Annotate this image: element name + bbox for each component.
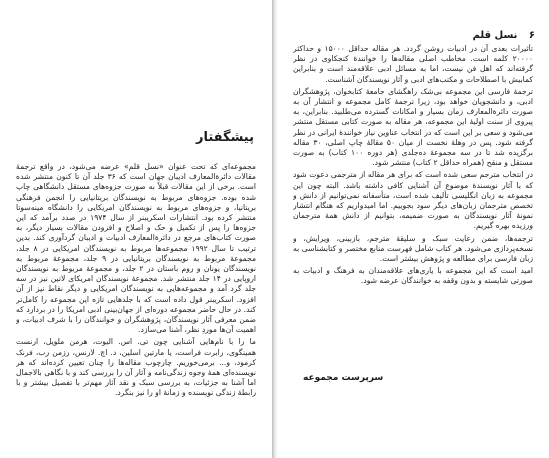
left-paragraph: مجموعه‌ای که تحت عنوان «نسل قلم» عرضه می‌شود، در واقع ترجمهٔ مقالات دائرةالمعارف ادیبان جهان است که ۳۶ جلد آن تا کنون منتشر شده است. برخی از این مقالات قبلاً به صورت جزوه‌های مستقل دانشگاهی چاپ شده بوده. جزوه‌های مربوط به نویسندگان بریتانیایی را انجمن فرهنگی بریتانیا، و جزوه‌های مربوط به نویسندگان امریکایی را دانشگاه مینه‌سوتا منتشر کرده بود. انتشارات اسکریبنر از سال ۱۹۷۴ در صدد برآمد که این جزوه‌ها را پس از تکمیل و حک و اصلاح و افزودن مقالات بسیار دیگر، به صورت کتاب‌های مرجع در دائرةالمعارف ادبیات و ادیبان گردآوری کند. بدین ترتیب تا سال ۱۹۹۲ مجموعه‌ها مربوط به نویسندگان امریکایی در ۸ جلد، مجموعهٔ مربوط به نویسندگان بریتانیایی در ۹ جلد، مجموعهٔ مربوط به نویسندگان یونان و روم باستان در ۲ جلد، و مجموعهٔ مربوط به نویسندگان اروپایی در ۱۴ جلد منتشر شد. مجموعهٔ نویسندگان امریکای لاتین نیز در سه جلد گرد آمد و مجموعه‌هایی به نویسندگان امریکایی و دیگر نقاط نیز از آن افزود. اسکریبنر قول داده است که با جلدهایی تازه این مجموعه را کامل‌تر کند. در حال حاضر مجموعه دوره‌ای از جهان‌بینی ادبی امریکا را در بردارد که ضمن معرفی آثار نویسندگان، پژوهشگران و خوانندگان را با شرف ادبیات، و اهمیت آن‌ها موردِ نظر، آشنا می‌سازد.: [16, 162, 256, 335]
left-page-body: [16, 162, 256, 452]
right-page: [277, 0, 549, 458]
series-editor-signature: سرپرست مجموعه: [303, 373, 384, 383]
right-paragraph: ترجمهٔ فارسی این مجموعه بی‌شک راهگشای جامعهٔ کتابخوان، پژوهشگران ادبی، و دانشجویان خواهد بود، زیرا ترجمهٔ کامل مجموعه و انتشار آن به صورت دائرةالمعارف زمان بسیار و امکانات گسترده می‌طلبید. بنابراین، به پیروی از سنت اولیهٔ این مجموعه، هر مقاله به صورت کتابی مستقل منتشر می‌شود و سعی بر این است که در انتخاب عناوین نیاز خوانندهٔ ایرانی در نظر گرفته شود. پس در وهلهٔ نخست از میان ۵۰ مقالهٔ چاپ اصلی، ۳۰ مقاله برگزیده شد تا در سه مجموعهٔ ده‌جلدی (هر دوره ۱۰۰ کتاب) به صورت مستقل و منقح (همراه حداقل ۲ کتاب) منتشر شود.: [293, 86, 533, 168]
left-paragraph: ما را با نام‌هایی آشنایی چون تی. اس. الیوت، هرمن ملویل، ارنست همینگوی، رابرت فراست، یا مارتین اسلین، د. اچ. لارنس، رزمن رب، فرنک کرمود، و... برمی‌خوریم. چارچوب مقاله‌ها را چنان تعیین کرده‌اند که هر نویسنده‌ای همهٔ وجوه زندگی‌نامه و آثار آن را بررسی کند و با نگاهی بالاجمال اما آشنا به جزئیات، به بررسی سبک و نقد آثار مهم‌تر با تفصیل بیشتر و با رابطهٔ زندگی نویسنده و زمانهٔ او را نیز بنگرد.: [16, 337, 256, 398]
running-head-title: نسل قلم: [472, 30, 518, 41]
section-title: پیشگفتار: [195, 130, 254, 145]
right-paragraph: تأثیرات بعدی آن در ادبیات روشن گردد. هر مقاله حداقل ۱۵۰۰۰ و حداکثر ۲۰۰۰۰ کلمه است. مخاطب اصلی مقاله‌ها را خوانندهٔ کنجکاوی در نظر گرفته‌اند که اهل فن نیست، اما به مسائل ادبی علاقه‌مند است و بنابراین کمابیش با اصطلاحات و مکتب‌های ادبی و آثار نویسندگان آشناست.: [293, 44, 533, 84]
running-header: [291, 30, 535, 44]
right-page-body: [293, 44, 533, 349]
page-number: ۶: [528, 30, 535, 41]
right-paragraph: امید است که این مجموعه با یاری‌های علاقه‌مندان به فرهنگ و ادبیات به صورتی شایسته و بدون وقفه به خوانندگان عرضه شود.: [293, 266, 533, 286]
right-paragraph: ترجمه‌ها، ضمن رعایت سبک و سلیقهٔ مترجم، بازبینی، ویرایش، و نسخه‌پردازی می‌شود. هر کتاب شامل فهرست منابع مختصر و کتابشناسی به زبان فارسی برای مطالعه و پژوهش بیشتر است.: [293, 233, 533, 264]
right-paragraph: در انتخاب مترجم سعی شده است که برای هر مقاله از مترجمی دعوت شود که با آثار نویسندهٔ موضوع آن آشنایی کافی داشته باشد. البته چون این مجموعه به زبان انگلیسی تألیف شده است، متأسفانه نمی‌توانیم از دانش و تخصص مترجمان زبان‌های دیگر سود بجوییم. اما امیدواریم که هنگام انتشار نمونهٔ آثار نویسندگان به صورت ضمیمه، بتوانیم از دانش همهٔ مترجمان ورزیده بهره گیریم.: [293, 170, 533, 231]
left-page: [0, 0, 272, 458]
